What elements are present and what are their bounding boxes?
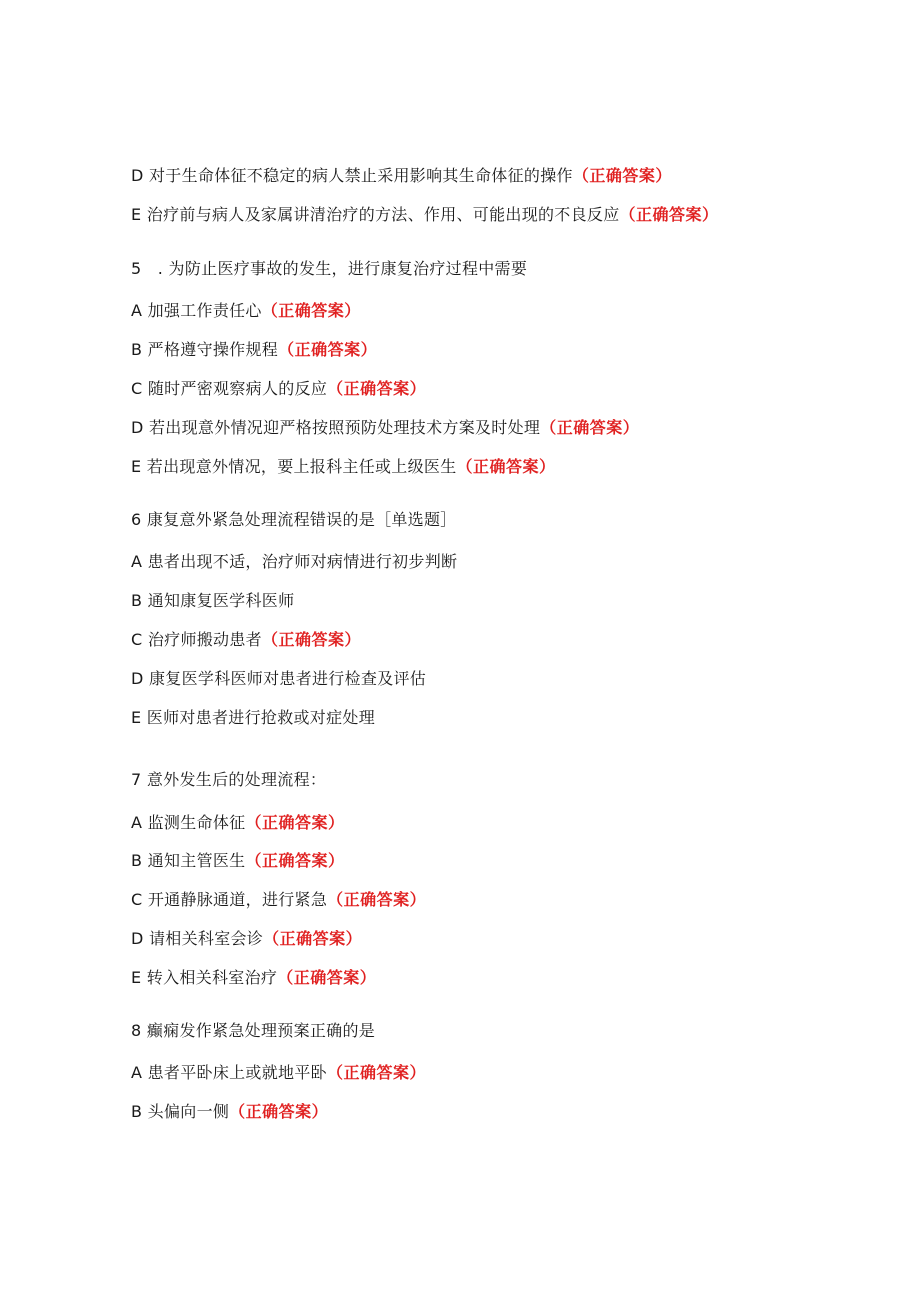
option-text: E 医师对患者进行抢救或对症处理: [131, 708, 375, 727]
option-line: [131, 1102, 328, 1122]
option-line: [131, 669, 426, 689]
question-line: [131, 770, 326, 790]
correct-answer-marker: （正确答案）: [261, 301, 361, 320]
option-line: [131, 851, 344, 871]
correct-answer-marker: （正确答案）: [245, 851, 345, 870]
option-text: E 转入相关科室治疗: [131, 968, 278, 987]
option-text: C 治疗师搬动患者: [131, 630, 262, 649]
option-line: [131, 457, 556, 477]
option-text: E 若出现意外情况，要上报科主任或上级医生: [131, 457, 457, 476]
correct-answer-marker: （正确答案）: [277, 968, 377, 987]
option-text: B 通知主管医生: [131, 851, 246, 870]
option-line: [131, 166, 672, 186]
option-line: [131, 552, 457, 572]
option-line: [131, 1063, 426, 1083]
option-line: [131, 929, 362, 949]
option-line: [131, 205, 719, 225]
correct-answer-marker: （正确答案）: [327, 890, 427, 909]
correct-answer-marker: （正确答案）: [540, 418, 640, 437]
option-text: A 患者平卧床上或就地平卧: [131, 1063, 327, 1082]
option-text: B 头偏向一侧: [131, 1102, 230, 1121]
question-text: 6 康复意外紧急处理流程错误的是［单选题］: [131, 510, 457, 529]
option-line: [131, 301, 361, 321]
question-text: 7 意外发生后的处理流程：: [131, 770, 327, 789]
option-text: A 加强工作责任心: [131, 301, 262, 320]
option-text: A 患者出现不适，治疗师对病情进行初步判断: [131, 552, 458, 571]
question-line: [131, 1021, 375, 1041]
option-text: A 监测生命体征: [131, 813, 246, 832]
option-line: [131, 890, 426, 910]
option-line: [131, 813, 344, 833]
correct-answer-marker: （正确答案）: [263, 929, 363, 948]
correct-answer-marker: （正确答案）: [572, 166, 672, 185]
correct-answer-marker: （正确答案）: [229, 1102, 329, 1121]
option-line: [131, 379, 426, 399]
option-text: E 治疗前与病人及家属讲清治疗的方法、作用、可能出现的不良反应: [131, 205, 620, 224]
option-text: B 通知康复医学科医师: [131, 591, 295, 610]
correct-answer-marker: （正确答案）: [619, 205, 719, 224]
question-text: 8 癫痫发作紧急处理预案正确的是: [131, 1021, 376, 1040]
question-line: [131, 259, 527, 279]
question-line: [131, 510, 457, 530]
option-line: [131, 630, 361, 650]
option-line: [131, 418, 639, 438]
option-text: C 随时严密观察病人的反应: [131, 379, 328, 398]
option-line: [131, 968, 376, 988]
option-text: D 康复医学科医师对患者进行检查及评估: [131, 669, 427, 688]
option-text: D 若出现意外情况迎严格按照预防处理技术方案及时处理: [131, 418, 541, 437]
option-line: [131, 708, 375, 728]
option-line: [131, 591, 294, 611]
option-text: D 对于生命体征不稳定的病人禁止采用影响其生命体征的操作: [131, 166, 573, 185]
option-text: D 请相关科室会诊: [131, 929, 264, 948]
question-text: 5 . 为防止医疗事故的发生，进行康复治疗过程中需要: [131, 259, 528, 278]
correct-answer-marker: （正确答案）: [261, 630, 361, 649]
correct-answer-marker: （正确答案）: [327, 379, 427, 398]
correct-answer-marker: （正确答案）: [278, 340, 378, 359]
correct-answer-marker: （正确答案）: [245, 813, 345, 832]
option-text: C 开通静脉通道，进行紧急: [131, 890, 328, 909]
option-line: [131, 340, 377, 360]
option-text: B 严格遵守操作规程: [131, 340, 279, 359]
correct-answer-marker: （正确答案）: [456, 457, 556, 476]
correct-answer-marker: （正确答案）: [326, 1063, 426, 1082]
